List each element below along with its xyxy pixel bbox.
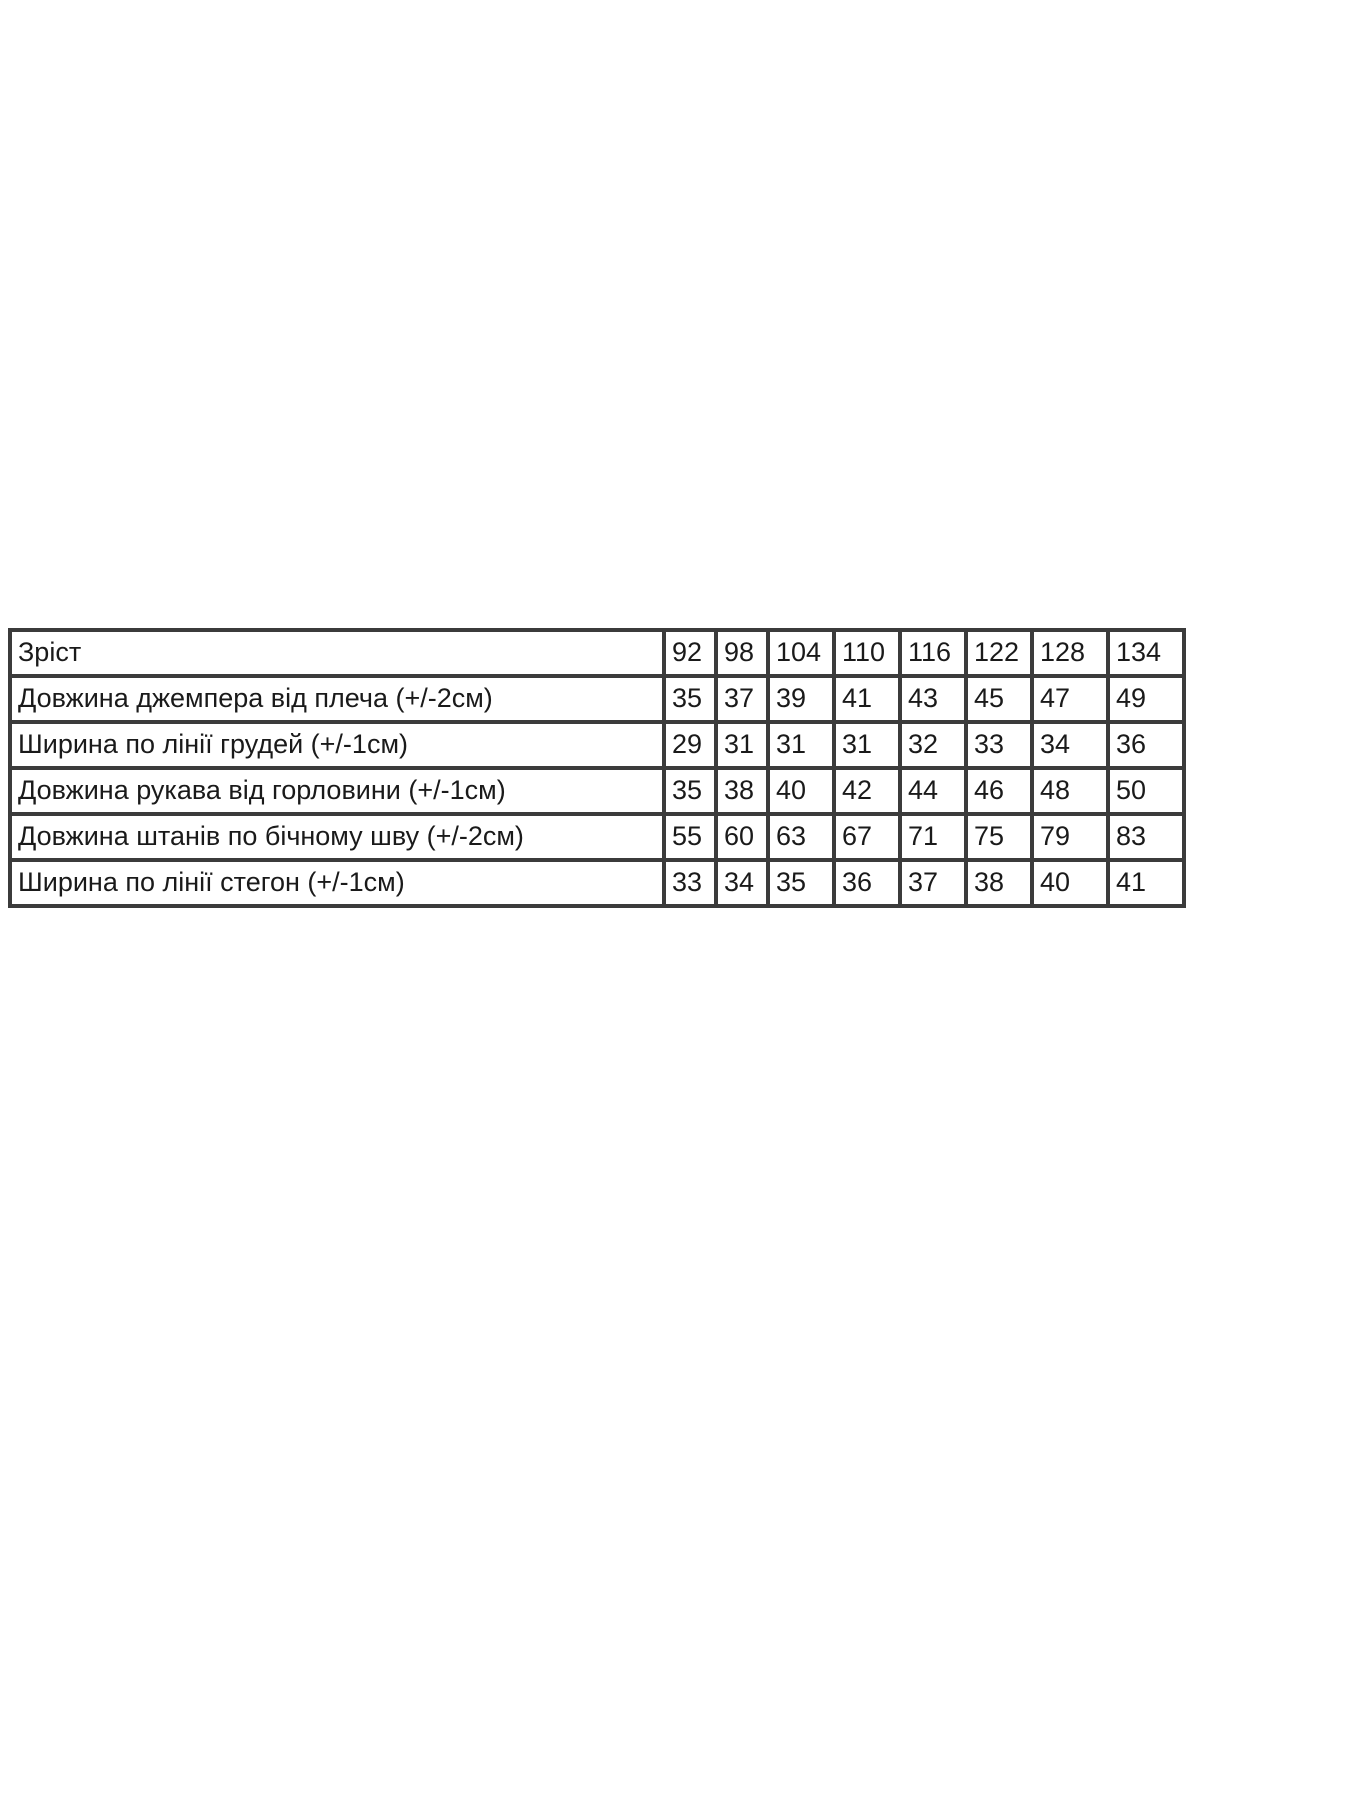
row-value: 83 <box>1108 814 1184 860</box>
row-value: 42 <box>834 768 900 814</box>
row-value: 39 <box>768 676 834 722</box>
row-value: 67 <box>834 814 900 860</box>
row-value: 31 <box>768 722 834 768</box>
row-value: 35 <box>768 860 834 906</box>
row-value: 37 <box>716 676 768 722</box>
row-value: 48 <box>1032 768 1108 814</box>
row-value: 49 <box>1108 676 1184 722</box>
row-value: 60 <box>716 814 768 860</box>
row-value: 122 <box>966 630 1032 676</box>
row-value: 43 <box>900 676 966 722</box>
row-value: 31 <box>834 722 900 768</box>
row-value: 46 <box>966 768 1032 814</box>
row-label: Довжина рукава від горловини (+/-1см) <box>10 768 664 814</box>
row-value: 40 <box>1032 860 1108 906</box>
row-value: 50 <box>1108 768 1184 814</box>
row-value: 110 <box>834 630 900 676</box>
row-value: 36 <box>1108 722 1184 768</box>
row-value: 92 <box>664 630 716 676</box>
row-label: Ширина по лінії стегон (+/-1см) <box>10 860 664 906</box>
row-value: 41 <box>1108 860 1184 906</box>
row-value: 79 <box>1032 814 1108 860</box>
table-row <box>10 860 1184 906</box>
row-label: Зріст <box>10 630 664 676</box>
size-chart-container <box>8 628 1176 908</box>
row-value: 34 <box>716 860 768 906</box>
table-row <box>10 676 1184 722</box>
row-value: 36 <box>834 860 900 906</box>
row-value: 44 <box>900 768 966 814</box>
row-value: 35 <box>664 768 716 814</box>
row-value: 98 <box>716 630 768 676</box>
row-value: 29 <box>664 722 716 768</box>
table-row <box>10 722 1184 768</box>
row-value: 33 <box>664 860 716 906</box>
row-value: 41 <box>834 676 900 722</box>
row-value: 75 <box>966 814 1032 860</box>
table-row <box>10 630 1184 676</box>
row-label: Довжина штанів по бічному шву (+/-2см) <box>10 814 664 860</box>
row-value: 38 <box>716 768 768 814</box>
row-value: 63 <box>768 814 834 860</box>
row-value: 37 <box>900 860 966 906</box>
row-value: 33 <box>966 722 1032 768</box>
row-value: 35 <box>664 676 716 722</box>
row-value: 47 <box>1032 676 1108 722</box>
row-value: 116 <box>900 630 966 676</box>
row-value: 134 <box>1108 630 1184 676</box>
row-label: Ширина по лінії грудей (+/-1см) <box>10 722 664 768</box>
row-value: 71 <box>900 814 966 860</box>
table-row <box>10 814 1184 860</box>
table-row <box>10 768 1184 814</box>
row-value: 45 <box>966 676 1032 722</box>
row-value: 128 <box>1032 630 1108 676</box>
row-value: 34 <box>1032 722 1108 768</box>
size-chart-table <box>8 628 1186 908</box>
row-value: 31 <box>716 722 768 768</box>
row-value: 55 <box>664 814 716 860</box>
row-value: 38 <box>966 860 1032 906</box>
row-value: 40 <box>768 768 834 814</box>
row-value: 104 <box>768 630 834 676</box>
row-label: Довжина джемпера від плеча (+/-2см) <box>10 676 664 722</box>
row-value: 32 <box>900 722 966 768</box>
